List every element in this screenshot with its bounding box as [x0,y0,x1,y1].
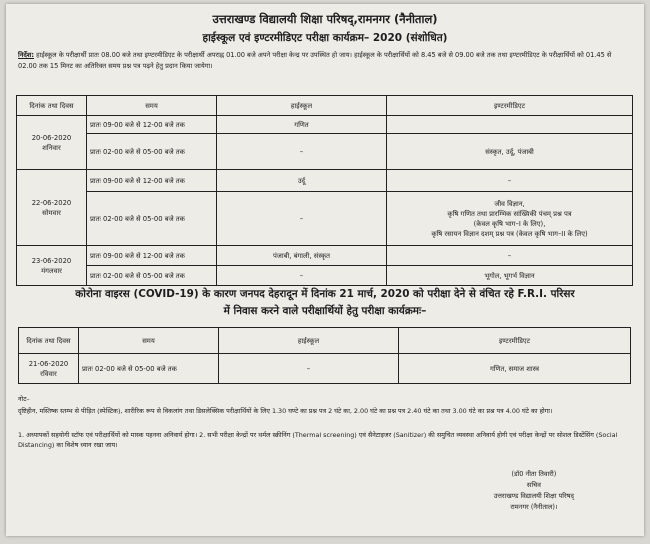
document-page [6,4,644,536]
table-row [17,246,633,266]
intermediate-cell: जीव विज्ञान, कृषि गणित तथा प्रारम्भिक सांख्यिकी पंचम् प्रश्न पत्र (केवल कृषि भाग–I के लिए), कृषि रसायन विज्ञान दशम् प्रश्न पत्र (केवल कृषि भाग–II के लिए) [387,192,633,246]
time-cell: प्रातः 02-00 बजे से 05-00 बजे तक [87,192,217,246]
col-highschool: हाईस्कूल [219,328,399,354]
col-intermediate: इण्टरमीडिएट [387,96,633,116]
instruction-label: निर्देश: [18,51,34,59]
table-header-row [17,96,633,116]
highschool-cell: पंजाबी, बंगाली, संस्कृत [217,246,387,266]
date-cell: 20-06-2020 शनिवार [17,116,87,170]
col-intermediate: इण्टरमीडिएट [399,328,631,354]
time-cell: प्रातः 02-00 बजे से 05-00 बजे तक [87,134,217,170]
col-date-day: दिनांक तथा दिवस [19,328,79,354]
date-cell: 23-06-2020 मंगलवार [17,246,87,286]
intermediate-cell: गणित, समाज शास्त्र [399,354,631,384]
table-row [17,116,633,134]
col-time: समय [79,328,219,354]
date-cell: 21-06-2020 रविवार [19,354,79,384]
time-cell: प्रातः 02-00 बजे से 05-00 बजे तक [79,354,219,384]
instruction-note [18,50,632,72]
special-schedule-table [18,327,631,384]
intermediate-cell [387,116,633,134]
exam-program-title: हाईस्कूल एवं इण्टरमीडिएट परीक्षा कार्यक्रम– 2020 (संशोधित) [202,32,448,44]
highschool-cell: गणित [217,116,387,134]
table-row [17,192,633,246]
corona-heading: कोरोना वाइरस (COVID-19) के कारण जनपद देहरादून में दिनांक 21 मार्च, 2020 को परीक्षा देने से वंचित रहे F.R.I. परिसर में निवास करने वाले परीक्षार्थियों हेतु परीक्षा कार्यक्रमः– [75,288,575,317]
table-row [19,354,631,384]
highschool-cell: – [217,192,387,246]
note-safety: 1. अध्यापकों सहयोगी स्टॉफ एवं परीक्षार्थियों को मास्क पहनना अनिवार्य होगा। 2. सभी परीक्षा केन्द्रों पर थर्मल स्क्रीनिंग (Thermal screening) एवं सैनेटाइजर (Sanitizer) की समुचित व्यवस्था अनिवार्य होगी एवं परीक्षा केन्द्रों पर सोशल डिस्टेंसिंग (Social Distancing) का विशेष ध्यान रखा जाय। [18,431,618,449]
intermediate-cell: – [387,246,633,266]
intermediate-cell: संस्कृत, उर्दू, पंजाबी [387,134,633,170]
col-highschool: हाईस्कूल [217,96,387,116]
table-row [17,170,633,192]
highschool-cell: उर्दू [217,170,387,192]
col-date-day: दिनांक तथा दिवस [17,96,87,116]
table-row [17,266,633,286]
table-header-row [19,328,631,354]
time-cell: प्रातः 02-00 बजे से 05-00 बजे तक [87,266,217,286]
instruction-text: हाईस्कूल के परीक्षार्थी प्रातः 08.00 बजे तथा इण्टरमीडिएट के परीक्षार्थी अपराह्न 01.00 बजे अपने परीक्षा केन्द्र पर उपस्थित हो जाय। हाईस्कूल के परीक्षार्थियों को 8.45 बजे से 09.00 बजे तक तथा इण्टरमीडिएट के परीक्षार्थियों को 01.45 से 02.00 तक 15 मिनट का अतिरिक्त समय प्रश्न पत्र पढ़ने हेतु प्रदान किया जायेगा। [18,51,612,70]
time-cell: प्रातः 09-00 बजे से 12-00 बजे तक [87,246,217,266]
intermediate-cell: भूगोल, भूगर्भ विज्ञान [387,266,633,286]
table-row [17,134,633,170]
time-cell: प्रातः 09-00 बजे से 12-00 बजे तक [87,170,217,192]
intermediate-cell: – [387,170,633,192]
note-disabled: दृष्टिहीन, मस्तिष्क स्तम्भ से पीड़ित (स्पेस्टिक), शारीरिक रूप से विकलांग तथा डिसलेक्सिक परीक्षार्थियों के लिए 1.30 घण्टे का प्रश्न पत्र 2 घंटे का, 2.00 घंटे का प्रश्न पत्र 2.40 घंटे का तथा 3.00 घंटे का प्रश्न पत्र 4.00 घंटे का होगा। [18,407,553,415]
note-label: नोट– [18,395,30,403]
signature-block: (डॉ0 नीता तिवारी) सचिव उत्तराखण्ड विद्यालयी शिक्षा परिषद् रामनगर (नैनीताल)। [493,470,574,511]
col-time: समय [87,96,217,116]
date-cell: 22-06-2020 सोमवार [17,170,87,246]
highschool-cell: – [217,134,387,170]
highschool-cell: – [219,354,399,384]
time-cell: प्रातः 09-00 बजे से 12-00 बजे तक [87,116,217,134]
schedule-table [16,95,633,286]
highschool-cell: – [217,266,387,286]
council-title: उत्तराखण्ड विद्यालयी शिक्षा परिषद्,रामनगर (नैनीताल) [212,12,438,26]
